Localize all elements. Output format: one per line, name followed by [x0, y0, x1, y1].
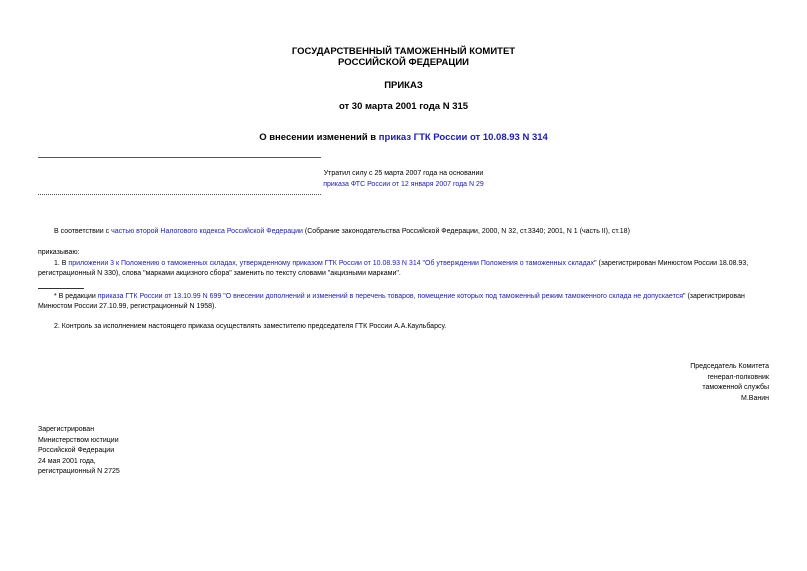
subject-link[interactable]: приказ ГТК России от 10.08.93 N 314 — [378, 132, 548, 143]
item-1-line-2: регистрационный N 330), слова "марками акцизного сбора" заменить по тексту словами "акцизными марками". — [38, 270, 401, 277]
separator-bottom — [38, 194, 321, 195]
document-subject — [0, 132, 807, 143]
registration-line: Министерством юстиции — [38, 436, 119, 444]
footnote-link[interactable]: приказа ГТК России от 13.10.99 N 699 "О внесении дополнений и изменений в перечень товаров, помещение которых под таможенный режим таможенного склада не допускается — [97, 293, 684, 300]
item-2: 2. Контроль за исполнением настоящего приказа осуществлять заместителю председателя ГТК России А.А.Каульбарсу. — [54, 323, 447, 330]
issuer-line-2: РОССИЙСКОЙ ФЕДЕРАЦИИ — [337, 57, 469, 68]
registration-line: регистрационный N 2725 — [38, 468, 120, 475]
footnote-separator — [38, 288, 84, 289]
registration-line: 24 мая 2001 года, — [38, 457, 96, 465]
status-note-line-2 — [0, 181, 807, 188]
footnote-suffix: " (зарегистрирован — [683, 293, 745, 300]
preamble-prefix: В соответствии с — [54, 228, 112, 235]
item-1-link[interactable]: приложении 3 к Положению о таможенных складах, утвержденному приказом ГТК России от 10.08.93 N 314 "Об утверждении Положения о таможенных складах — [68, 260, 595, 267]
registration-line: Российской Федерации — [38, 447, 115, 454]
issuer-line-1: ГОСУДАРСТВЕННЫЙ ТАМОЖЕННЫЙ КОМИТЕТ — [291, 46, 516, 57]
footnote-prefix: * В редакции — [54, 293, 98, 300]
document-date-number: от 30 марта 2001 года N 315 — [338, 101, 469, 112]
preamble-suffix: (Собрание законодательства Российской Федерации, 2000, N 32, ст.3340; 2001, N 1 (часть II), ст.18) — [302, 228, 630, 235]
preamble — [54, 227, 789, 237]
item-1-suffix: " (зарегистрирован Минюстом России 18.08.93, — [594, 260, 749, 267]
registration-block — [38, 425, 120, 478]
footnote-line-2: Минюстом России 27.10.99, регистрационный N 1958). — [38, 303, 217, 310]
registration-line: Зарегистрирован — [38, 426, 95, 433]
subject-prefix: О внесении изменений в — [259, 132, 379, 143]
signature-line: таможенной службы — [702, 384, 769, 391]
preamble-link[interactable]: частью второй Налогового кодекса Российской Федерации — [111, 228, 303, 235]
item-1 — [38, 259, 773, 279]
document-type: ПРИКАЗ — [384, 80, 423, 91]
signature-line: М.Ванин — [741, 394, 769, 402]
signature-line: генерал-полковник — [707, 373, 769, 381]
footnote — [38, 292, 773, 312]
order-word: приказываю: — [38, 249, 80, 256]
signature-block — [690, 362, 769, 404]
item-1-prefix: 1. В — [54, 260, 69, 267]
status-note-line-1: Утратил силу с 25 марта 2007 года на основании — [323, 170, 484, 177]
separator-top — [38, 157, 321, 158]
signature-line: Председатель Комитета — [690, 363, 769, 370]
status-note-link[interactable]: приказа ФТС России от 12 января 2007 года N 29 — [323, 181, 484, 188]
